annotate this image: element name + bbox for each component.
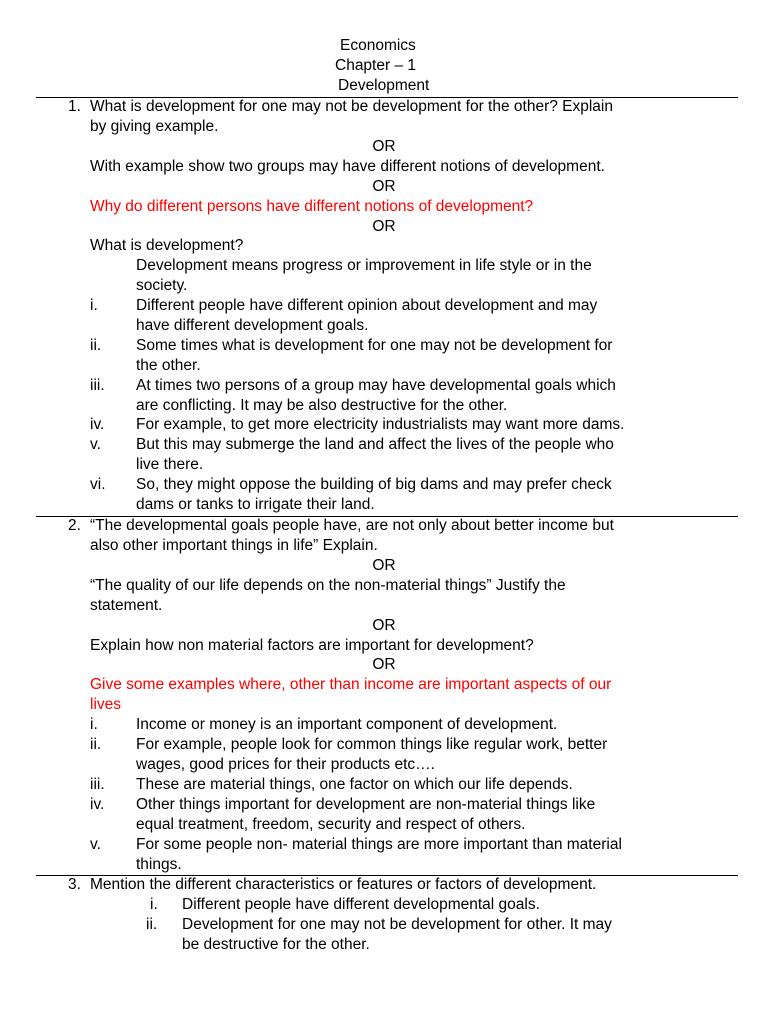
q1-alt-question: What is development? (90, 237, 244, 254)
list-marker: iv. (90, 416, 105, 433)
list-item: dams or tanks to irrigate their land. (136, 496, 375, 513)
q1-question-line: What is development for one may not be development for the other? Explain (90, 98, 613, 115)
list-item: At times two persons of a group may have developmental goals which (136, 377, 616, 394)
q1-alt-question: With example show two groups may have different notions of development. (90, 158, 605, 175)
list-item: be destructive for the other. (182, 936, 370, 953)
q2-alt-question: Explain how non material factors are important for development? (90, 637, 534, 654)
q1-definition: society. (136, 277, 188, 294)
or-separator: OR (372, 617, 396, 634)
subject-title: Economics (340, 37, 416, 54)
list-marker: i. (90, 716, 98, 733)
q2-number: 2. (68, 517, 81, 534)
or-separator: OR (372, 178, 396, 195)
q2-question-line: also other important things in life” Explain. (90, 537, 378, 554)
list-marker: iii. (90, 377, 105, 394)
list-item: For some people non- material things are more important than material (136, 836, 622, 853)
list-marker: i. (90, 297, 98, 314)
or-separator: OR (372, 138, 396, 155)
or-separator: OR (372, 656, 396, 673)
q1-question-line: by giving example. (90, 118, 219, 135)
list-item: Some times what is development for one may not be development for (136, 337, 613, 354)
list-marker: vi. (90, 476, 106, 493)
list-marker: ii. (90, 337, 102, 354)
list-item: For example, people look for common things like regular work, better (136, 736, 608, 753)
list-item: the other. (136, 357, 201, 374)
list-item: are conflicting. It may be also destructive for the other. (136, 397, 508, 414)
list-item: equal treatment, freedom, security and respect of others. (136, 816, 526, 833)
list-item: Different people have different opinion about development and may (136, 297, 598, 314)
list-item: Income or money is an important component of development. (136, 716, 558, 733)
list-marker: ii. (90, 736, 102, 753)
list-item: These are material things, one factor on which our life depends. (136, 776, 573, 793)
list-marker: iii. (90, 776, 105, 793)
list-marker: iv. (90, 796, 105, 813)
list-item: have different development goals. (136, 317, 369, 334)
q2-question-line: “The developmental goals people have, are not only about better income but (90, 517, 614, 534)
q1-number: 1. (68, 98, 81, 115)
or-separator: OR (372, 218, 396, 235)
list-marker: i. (150, 896, 158, 913)
list-item: Other things important for development are non-material things like (136, 796, 596, 813)
list-marker: ii. (146, 916, 158, 933)
list-marker: v. (90, 436, 101, 453)
q2-alt-question: statement. (90, 597, 163, 614)
q1-highlighted-question: Why do different persons have different notions of development? (90, 198, 534, 215)
list-item: things. (136, 856, 182, 873)
list-item: live there. (136, 456, 204, 473)
topic-title: Development (338, 77, 430, 94)
or-separator: OR (372, 557, 396, 574)
q3-number: 3. (68, 876, 81, 893)
list-item: But this may submerge the land and affect the lives of the people who (136, 436, 614, 453)
q2-alt-question: “The quality of our life depends on the non-material things” Justify the (90, 577, 566, 594)
chapter-title: Chapter – 1 (335, 57, 416, 74)
q2-highlighted-question: lives (90, 696, 122, 713)
q3-question-line: Mention the different characteristics or features or factors of development. (90, 876, 597, 893)
list-item: wages, good prices for their products etc…. (136, 756, 435, 773)
list-item: For example, to get more electricity industrialists may want more dams. (136, 416, 625, 433)
list-item: So, they might oppose the building of big dams and may prefer check (136, 476, 612, 493)
list-item: Different people have different developmental goals. (182, 896, 540, 913)
q1-definition: Development means progress or improvement in life style or in the (136, 257, 592, 274)
list-item: Development for one may not be development for other. It may (182, 916, 612, 933)
q2-highlighted-question: Give some examples where, other than income are important aspects of our (90, 676, 612, 693)
list-marker: v. (90, 836, 101, 853)
